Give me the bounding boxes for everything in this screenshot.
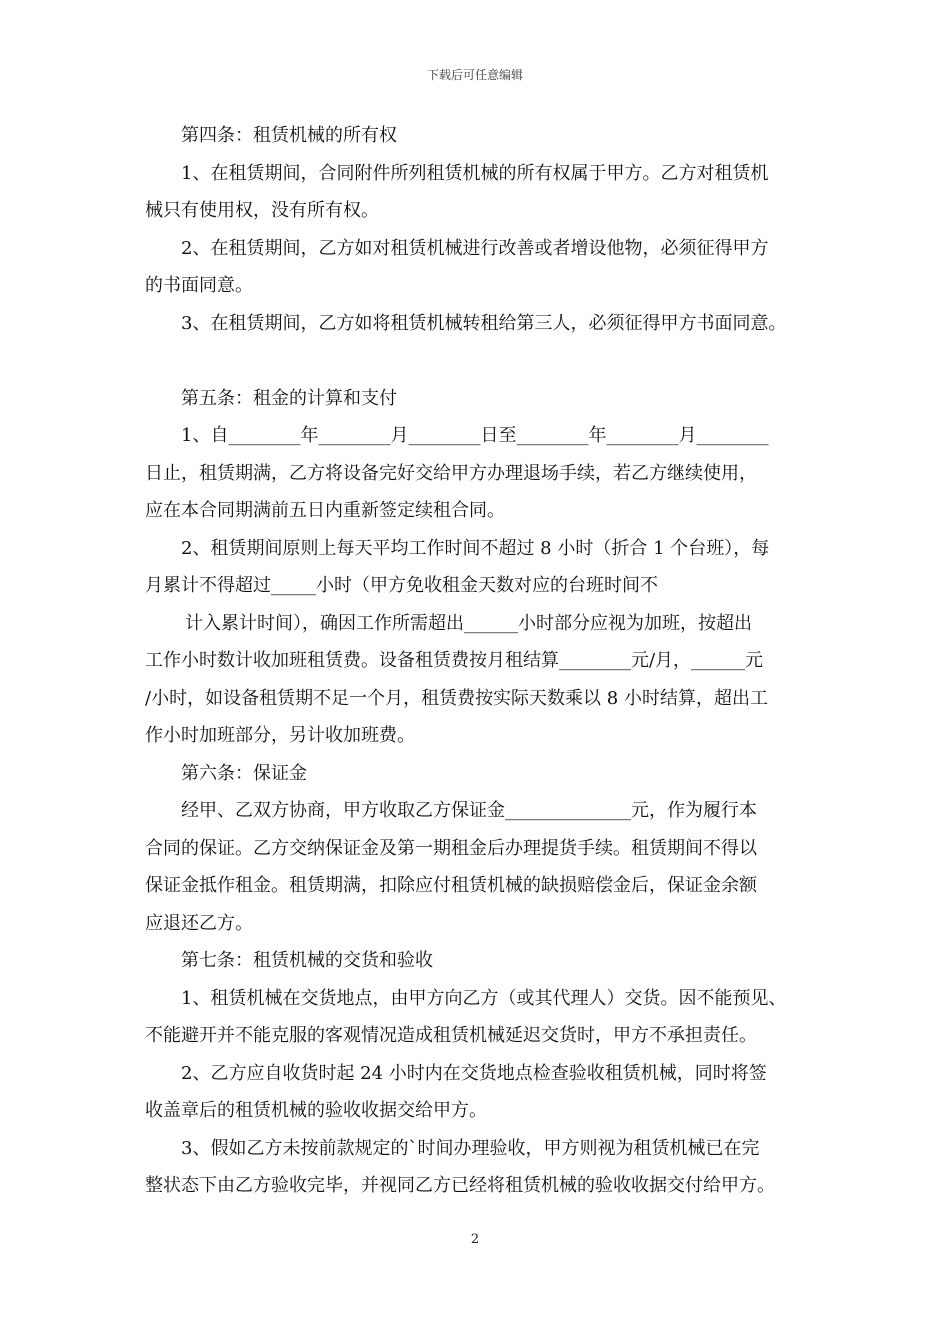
paragraph-line: 2、在租赁期间，乙方如对租赁机械进行改善或者增设他物，必须征得甲方 [181, 237, 769, 259]
paragraph-line: 3、假如乙方未按前款规定的`时间办理验收，甲方则视为租赁机械已在完 [181, 1137, 760, 1159]
paragraph-line: 合同的保证。乙方交纳保证金及第一期租金后办理提货手续。租赁期间不得以 [145, 837, 757, 859]
paragraph-line: 保证金抵作租金。租赁期满，扣除应付租赁机械的缺损赔偿金后，保证金余额 [145, 875, 757, 896]
paragraph-line: 械只有使用权，没有所有权。 [145, 200, 379, 221]
paragraph-line: /小时，如设备租赁期不足一个月，租赁费按实际天数乘以 8 小时结算，超出工 [145, 687, 768, 709]
section-heading-5: 第五条：租金的计算和支付 [181, 387, 397, 409]
paragraph-line: 收盖章后的租赁机械的验收收据交给甲方。 [145, 1100, 487, 1121]
section-heading-6: 第六条：保证金 [181, 762, 307, 784]
paragraph-line: 计入累计时间），确因工作所需超出______小时部分应视为加班，按超出 [185, 612, 752, 634]
section-heading-7: 第七条：租赁机械的交货和验收 [181, 950, 433, 971]
paragraph-line: 应退还乙方。 [145, 912, 253, 934]
paragraph-line: 的书面同意。 [145, 275, 253, 296]
document-body [145, 117, 817, 1205]
paragraph-line: 1、在租赁期间，合同附件所列租赁机械的所有权属于甲方。乙方对租赁机 [181, 162, 769, 184]
paragraph-line: 经甲、乙双方协商，甲方收取乙方保证金______________元，作为履行本 [181, 800, 757, 821]
section-heading-4: 第四条：租赁机械的所有权 [181, 125, 397, 146]
paragraph-gap [145, 342, 817, 380]
paragraph-line: 整状态下由乙方验收完毕，并视同乙方已经将租赁机械的验收收据交付给甲方。 [145, 1175, 775, 1196]
paragraph-line: 不能避开并不能克服的客观情况造成租赁机械延迟交货时，甲方不承担责任。 [145, 1025, 757, 1046]
paragraph-line: 1、租赁机械在交货地点，由甲方向乙方（或其代理人）交货。因不能预见、 [181, 987, 787, 1009]
paragraph-line: 作小时加班部分，另计收加班费。 [145, 725, 415, 746]
paragraph-line: 应在本合同期满前五日内重新签定续租合同。 [145, 500, 505, 521]
page-number: 2 [470, 1232, 480, 1247]
paragraph-line: 1、自________年________月________日至________年________月________ [181, 425, 769, 446]
paragraph-line: 工作小时数计收加班租赁费。设备租赁费按月租结算________元/月，______元 [145, 650, 764, 671]
paragraph-line: 2、乙方应自收货时起 24 小时内在交货地点检查验收租赁机械，同时将签 [181, 1062, 767, 1084]
paragraph-line: 月累计不得超过_____小时（甲方免收租金天数对应的台班时间不 [145, 575, 658, 596]
page-header: 下载后可任意编辑 [426, 68, 523, 82]
paragraph-line: 3、在租赁期间，乙方如将租赁机械转租给第三人，必须征得甲方书面同意。 [181, 312, 787, 334]
paragraph-line: 2、租赁期间原则上每天平均工作时间不超过 8 小时（折合 1 个台班），每 [181, 537, 770, 559]
paragraph-line: 日止，租赁期满，乙方将设备完好交给甲方办理退场手续，若乙方继续使用， [145, 462, 757, 484]
